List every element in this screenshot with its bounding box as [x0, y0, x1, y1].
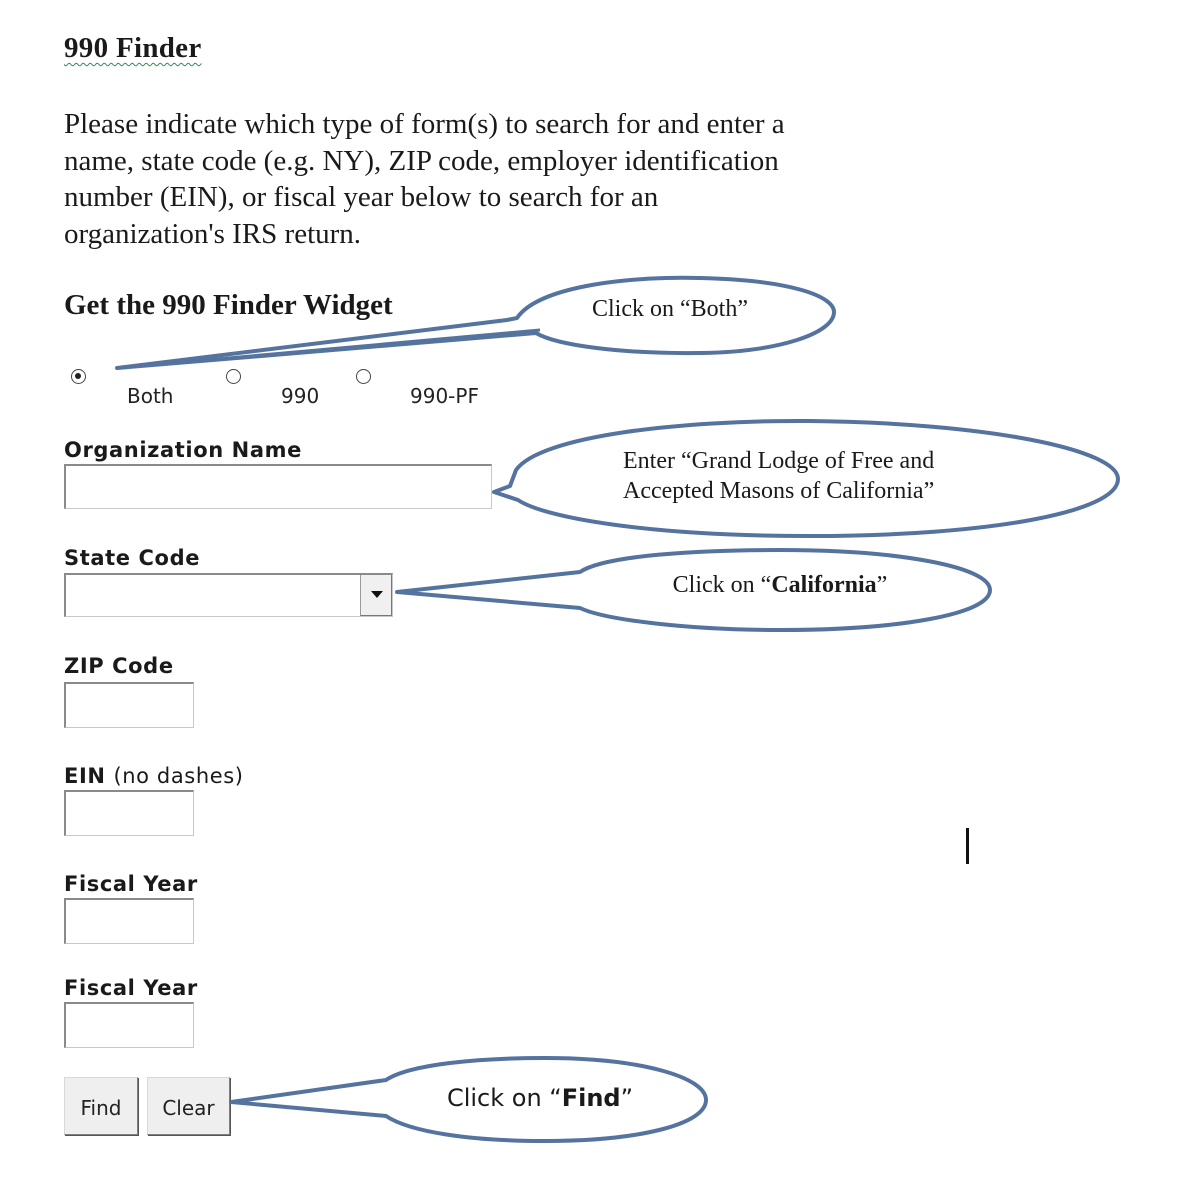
zip-code-label: ZIP Code [64, 654, 174, 678]
callout-california-text [640, 572, 920, 599]
state-code-label: State Code [64, 546, 201, 570]
callout-both-prefix: Click on “ [592, 296, 691, 322]
radio-label-990-pf: 990-PF [410, 384, 479, 408]
callout-both-emph: Both [690, 296, 738, 322]
widget-link-text[interactable]: Get the 990 Finder Widget [64, 289, 393, 321]
intro-paragraph: Please indicate which type of form(s) to search for and enter a name, state code (e.g. NY), ZIP code, employer identification number (EIN), or fiscal year below to search for an organization's IRS return. [64, 108, 785, 250]
callout-find-text [430, 1084, 650, 1112]
fiscal-year-label-2: Fiscal Year [64, 976, 198, 1000]
callout-both-suffix: ” [737, 296, 748, 322]
clear-button-label: Clear [162, 1096, 215, 1120]
callout-find-prefix: Click on “ [446, 1084, 562, 1112]
callout-california-suffix: ” [876, 572, 888, 598]
fiscal-year-label-1: Fiscal Year [64, 872, 198, 896]
callout-org-line2: Accepted Masons of California” [623, 478, 935, 504]
callout-find-emph: Find [561, 1084, 621, 1112]
text-cursor [966, 828, 969, 864]
callout-both-text [540, 296, 800, 323]
callout-find-suffix: ” [620, 1084, 634, 1112]
callout-california-emph: California [771, 572, 877, 598]
page-title: 990 Finder [64, 32, 202, 64]
callout-both-pointer [117, 330, 540, 368]
org-name-label: Organization Name [64, 438, 302, 462]
ein-label-text: EIN [64, 764, 106, 788]
ein-note: (no dashes) [113, 764, 244, 788]
callout-california-prefix: Click on “ [672, 572, 772, 598]
callout-org-text [623, 446, 1043, 506]
radio-label-both: Both [127, 384, 174, 408]
callout-org-line1: Enter “Grand Lodge of Free and [623, 448, 935, 474]
radio-label-990: 990 [281, 384, 320, 408]
find-button-label: Find [80, 1096, 122, 1120]
